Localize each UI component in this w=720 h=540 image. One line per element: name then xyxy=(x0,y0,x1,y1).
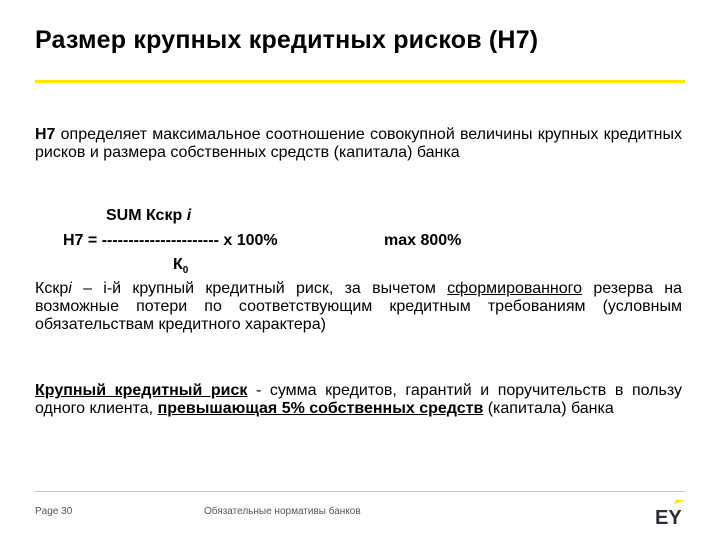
title-underline xyxy=(35,80,685,83)
intro-label: Н7 xyxy=(35,126,56,143)
definition-term: Кскр xyxy=(35,280,69,297)
definition-text-before: – i-й крупный кредитный риск, за вычетом xyxy=(83,280,448,297)
formula-numerator xyxy=(106,207,191,225)
large-risk-paragraph xyxy=(35,382,682,418)
large-risk-term: Крупный кредитный риск xyxy=(35,382,248,399)
ey-logo xyxy=(654,500,686,526)
intro-paragraph xyxy=(35,126,682,162)
formula-limit: max 800% xyxy=(384,232,462,249)
formula-denominator xyxy=(173,256,188,276)
large-risk-emphasis: превышающая 5% собственных средств xyxy=(157,400,484,417)
large-risk-text-before: - сумма кредитов, гарантий и поручительств в пользу одного клиента, xyxy=(35,382,682,417)
page-number: Page 30 xyxy=(35,506,73,517)
definition-term-index: i xyxy=(68,280,72,297)
definition-text-after: резерва на возможные потери по соответствующим кредитным требованиям (условным обязательствам кредитного характера) xyxy=(35,280,683,333)
footer-caption: Обязательные нормативы банков xyxy=(204,506,361,517)
ey-logo-text: EY xyxy=(655,507,682,526)
formula-main: Н7 = ---------------------- х 100% xyxy=(63,232,278,249)
definition-paragraph xyxy=(35,280,682,334)
definition-underlined: сформированного xyxy=(447,280,583,297)
slide-title: Размер крупных кредитных рисков (Н7) xyxy=(35,26,539,54)
large-risk-text-after: (капитала) банка xyxy=(483,400,614,417)
numerator-index: i xyxy=(186,207,192,224)
denominator-text: К xyxy=(173,256,183,273)
footer-divider xyxy=(35,491,685,492)
denominator-sub: 0 xyxy=(182,265,189,277)
numerator-text: SUM Кскр xyxy=(106,207,183,224)
intro-text: определяет максимальное соотношение совокупной величины крупных кредитных рисков и размера собственных средств (капитала) банка xyxy=(35,126,683,161)
